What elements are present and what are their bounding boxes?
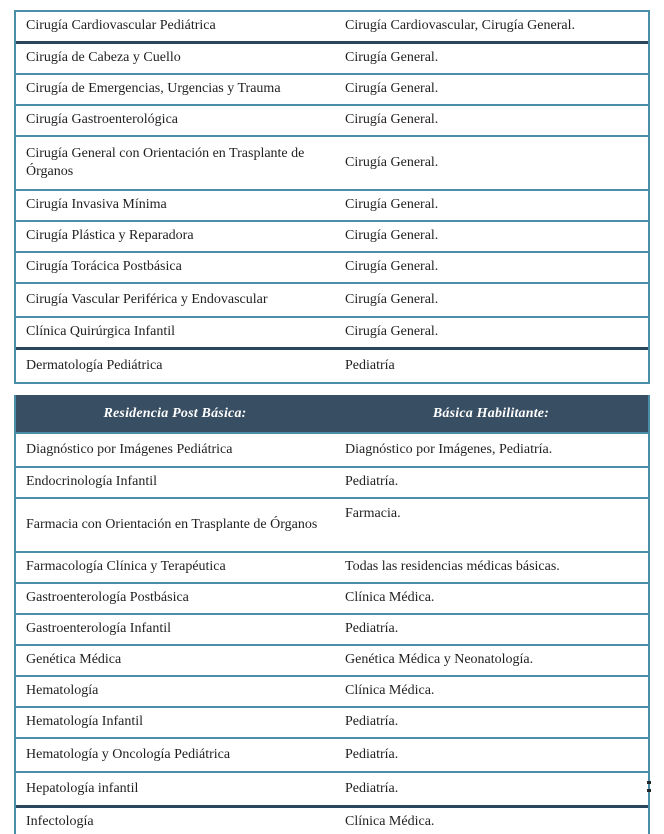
- column-header-residencia-post-basica: Residencia Post Básica:: [103, 405, 247, 421]
- table-row: [16, 468, 648, 499]
- prerequisite-cell: Diagnóstico por Imágenes, Pediatría.: [345, 441, 553, 457]
- specialty-cell: Diagnóstico por Imágenes Pediátrica: [26, 441, 233, 457]
- specialty-cell: Hematología y Oncología Pediátrica: [26, 746, 231, 762]
- table-row: [16, 75, 648, 106]
- prerequisite-cell: Pediatría.: [345, 746, 399, 762]
- table-row: [16, 434, 648, 468]
- table-row: [16, 350, 648, 384]
- prerequisite-cell: Pediatría.: [345, 780, 399, 796]
- specialty-cell: Cirugía General con Orientación en Trasplante de Órganos: [26, 145, 305, 179]
- prerequisite-cell: Pediatría: [345, 357, 395, 373]
- prerequisite-cell: Cirugía General.: [345, 228, 439, 244]
- specialty-cell: Cirugía Vascular Periférica y Endovascular: [26, 291, 268, 307]
- table-row: [16, 584, 648, 615]
- table-row: [16, 137, 648, 191]
- table-row: [16, 773, 648, 808]
- specialty-cell: Farmacia con Orientación en Trasplante de Órganos: [26, 516, 318, 532]
- specialty-cell: Hepatología infantil: [26, 780, 139, 796]
- table-row: [16, 677, 648, 708]
- prerequisite-cell: Pediatría.: [345, 621, 399, 637]
- table-row: [16, 499, 648, 553]
- prerequisite-cell: Clínica Médica.: [345, 590, 435, 606]
- table-row: [16, 808, 648, 834]
- table-row: [16, 12, 648, 44]
- prerequisite-cell: Todas las residencias médicas básicas.: [345, 559, 560, 575]
- specialty-cell: Infectología: [26, 814, 94, 830]
- table-row: [16, 253, 648, 284]
- specialty-cell: Clínica Quirúrgica Infantil: [26, 324, 176, 340]
- specialty-cell: Hematología: [26, 683, 99, 699]
- prerequisite-cell: Farmacia.: [345, 506, 401, 521]
- table-row: [16, 284, 648, 318]
- specialty-cell: Cirugía Invasiva Mínima: [26, 197, 167, 213]
- prerequisite-cell: Genética Médica y Neonatología.: [345, 652, 534, 668]
- prerequisite-cell: Pediatría.: [345, 474, 399, 490]
- prerequisite-cell: Cirugía General.: [345, 324, 439, 340]
- specialty-cell: Gastroenterología Infantil: [26, 621, 172, 637]
- specialty-cell: Cirugía Cardiovascular Pediátrica: [26, 18, 216, 34]
- prerequisite-cell: Cirugía General.: [345, 154, 439, 170]
- prerequisite-cell: Cirugía General.: [345, 291, 439, 307]
- column-header-basica-habilitante: Básica Habilitante:: [432, 405, 550, 421]
- prerequisite-cell: Clínica Médica.: [345, 683, 435, 699]
- table-row: [16, 191, 648, 222]
- prerequisite-cell: Cirugía General.: [345, 50, 439, 66]
- specialty-cell: Cirugía Plástica y Reparadora: [26, 228, 194, 244]
- specialty-cell: Endocrinología Infantil: [26, 474, 158, 490]
- table-row: [16, 646, 648, 677]
- specialty-cell: Cirugía Gastroenterológica: [26, 112, 179, 128]
- table-row: [16, 44, 648, 75]
- stray-colon-mark: [647, 781, 651, 792]
- prerequisite-cell: Cirugía General.: [345, 197, 439, 213]
- specialty-cell: Genética Médica: [26, 652, 122, 668]
- prerequisite-cell: Cirugía General.: [345, 112, 439, 128]
- table-header-row: [16, 395, 648, 434]
- specialties-table-top: [14, 10, 650, 384]
- prerequisite-cell: Cirugía General.: [345, 259, 439, 275]
- prerequisite-cell: Cirugía Cardiovascular, Cirugía General.: [345, 18, 575, 34]
- table-row: [16, 553, 648, 584]
- prerequisite-cell: Clínica Médica.: [345, 814, 435, 830]
- table-row: [16, 708, 648, 739]
- table-row: [16, 615, 648, 646]
- table-row: [16, 106, 648, 137]
- specialty-cell: Cirugía de Cabeza y Cuello: [26, 50, 181, 66]
- table-row: [16, 222, 648, 253]
- specialty-cell: Gastroenterología Postbásica: [26, 590, 189, 606]
- specialty-cell: Cirugía de Emergencias, Urgencias y Trauma: [26, 81, 281, 97]
- specialty-cell: Farmacología Clínica y Terapéutica: [26, 559, 226, 575]
- prerequisite-cell: Cirugía General.: [345, 81, 439, 97]
- specialties-table-bottom: [14, 395, 650, 834]
- prerequisite-cell: Pediatría.: [345, 714, 399, 730]
- table-row: [16, 739, 648, 773]
- specialty-cell: Cirugía Torácica Postbásica: [26, 259, 182, 275]
- specialty-cell: Hematología Infantil: [26, 714, 144, 730]
- specialty-cell: Dermatología Pediátrica: [26, 357, 163, 373]
- table-row: [16, 318, 648, 350]
